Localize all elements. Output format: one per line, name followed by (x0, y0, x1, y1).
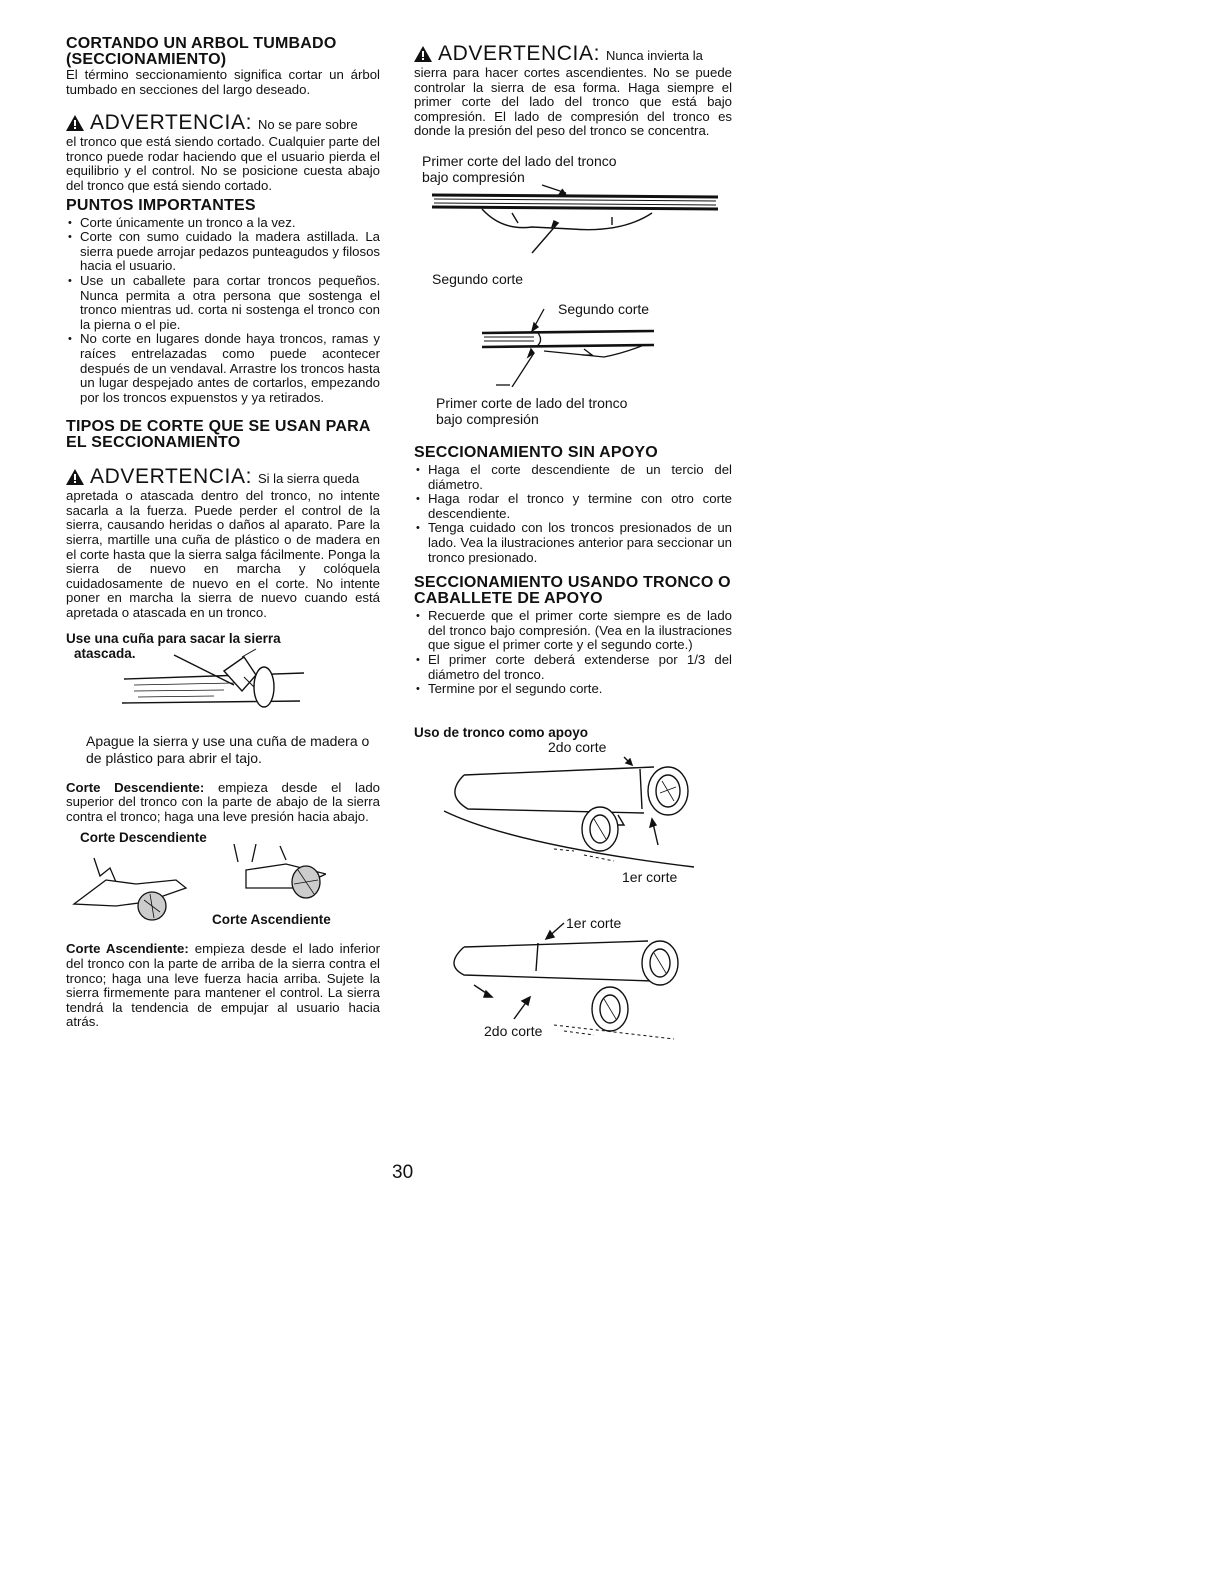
log-bottom-illustration (434, 921, 694, 1041)
fig2-illustration (474, 307, 754, 387)
warning-word: ADVERTENCIA: (90, 111, 253, 135)
warning-heading (66, 111, 380, 135)
warning-body: el tronco que está siendo cortado. Cualquier parte del tronco puede rodar haciendo que el usuario pierda el equilibrio y el control. No se posicione cuesta abajo del tronco que está siendo cortado. (66, 134, 380, 193)
right-column (414, 36, 732, 1055)
warning-heading (414, 42, 732, 66)
puntos-list (66, 216, 380, 406)
list-item: • Termine por el segundo corte. (414, 682, 732, 697)
corte-ascendiente-term: Corte Ascendiente: (66, 941, 189, 957)
fig1-illustration (422, 183, 722, 263)
cuts-illustration (66, 844, 326, 924)
section-title-sin-apoyo: SECCIONAMIENTO SIN APOYO (414, 443, 658, 461)
fig1-label-top: bajo compresión (422, 168, 525, 185)
corte-descendiente-term: Corte Descendiente: (66, 779, 205, 795)
corte-ascendiente-body: empieza desde el lado inferior del tronco con la parte de arriba de la sierra contra el tronco; haga una leve fuerza hacia arriba. Sujete la sierra firmemente para mantener el control. La sierra tendrá la tendencia de empujar al usuario hacia atrás. (66, 941, 380, 1030)
list-item: • Use un caballete para cortar troncos pequeños. Nunca permita a otra persona que sostenga el tronco mientras ud. corta ni sostenga el tronco con la pierna o el pie. (66, 274, 380, 332)
label-corte-descendiente: Corte Descendiente (80, 830, 207, 846)
warning-body: sierra para hacer cortes ascendientes. No se puede controlar la sierra de esa forma. Haga siempre el primer corte del lado del tronco que está bajo compresión. El lado de compresión del tronco es donde la presión del peso del tronco se concentra. (414, 65, 732, 139)
list-item: • Corte únicamente un tronco a la vez. (66, 216, 380, 231)
section-title-seccionamiento: CORTANDO UN ARBOL TUMBADO (SECCIONAMIENTO) (66, 35, 337, 68)
warning-heading (66, 465, 380, 489)
warning-word: ADVERTENCIA: (438, 42, 601, 65)
warning-icon (414, 46, 432, 62)
warning-icon (66, 115, 84, 131)
sin-apoyo-list (414, 463, 732, 565)
wedge-illustration (114, 647, 314, 723)
cuts-figure (66, 830, 380, 938)
log-top-label-2do: 2do corte (548, 738, 607, 755)
log-top-illustration (434, 755, 714, 877)
log-top-label-1er: 1er corte (622, 868, 678, 885)
usando-list (414, 609, 732, 697)
label-corte-ascendiente: Corte Ascendiente (212, 912, 331, 928)
fig1-label-top: Primer corte del lado del tronco (422, 152, 617, 169)
warning-body: apretada o atascada dentro del tronco, no intente sacarla a la fuerza. Puede perder el control de la sierra, causando heridas o daños al aparato. Pare la sierra, martille una cuña de plástico o de madera en el corte hasta que la sierra salga fácilmente. Ponga la sierra de nuevo en marcha y colóquela cuidadosamente de nuevo en el corte. No intente poner en marcha la sierra de nuevo cuando está apretada o atascada en un tronco. (66, 488, 380, 621)
warning-lead: No se pare sobre (258, 117, 358, 133)
log-bottom-label-2do: 2do corte (484, 1022, 543, 1039)
wedge-figure-label: atascada. (74, 645, 136, 661)
warning-lead: Nunca invierta la (606, 48, 703, 63)
list-item: • Corte con sumo cuidado la madera astillada. La sierra puede arrojar pedazos punteagudos y filosos hacia el usuario. (66, 230, 380, 274)
list-item: • Haga el corte descendiente de un tercio del diámetro. (414, 463, 732, 492)
list-item: • Haga rodar el tronco y termine con otro corte descendiente. (414, 492, 732, 521)
section-title-tipos: TIPOS DE CORTE QUE SE USAN PARA EL SECCIONAMIENTO (66, 418, 371, 452)
wedge-figure (66, 631, 380, 727)
list-item: • El primer corte deberá extenderse por 1/3 del diámetro del tronco. (414, 653, 732, 682)
list-item: • No corte en lugares donde haya troncos, ramas y raíces entrelazadas como puede acontecer después de un vendaval. Arrastre los troncos hasta un lugar despejado antes de cortarlos, empezando por los troncos expuenstos y ya retirados. (66, 332, 380, 405)
page-number: 30 (392, 1162, 414, 1183)
compression-figure-2 (414, 301, 732, 431)
log-figure-title: Uso de tronco como apoyo (414, 724, 589, 740)
log-support-figure (414, 725, 732, 1055)
compression-figure-1 (414, 153, 732, 289)
section-title-usando: SECCIONAMIENTO USANDO TRONCO O CABALLETE DE APOYO (414, 574, 731, 608)
fig1-label-bottom: Segundo corte (432, 270, 524, 287)
warning-word: ADVERTENCIA: (90, 465, 253, 489)
corte-descendiente-body: empieza desde el lado superior del tronco con la parte de abajo de la sierra contra el tronco; haga una leve presión hacia abajo. (66, 779, 380, 824)
fig2-label-bottom: bajo compresión (436, 410, 539, 427)
section-title-puntos: PUNTOS IMPORTANTES (66, 196, 256, 214)
fig2-label-top: Segundo corte (558, 300, 650, 317)
fig2-label-bottom: Primer corte de lado del tronco (436, 394, 628, 411)
corte-descendiente-paragraph (66, 781, 380, 825)
log-bottom-label-1er: 1er corte (566, 914, 622, 931)
list-item: • Recuerde que el primer corte siempre es de lado del tronco bajo compresión. (Vea en la ilustraciones que sigue el primer corte y el segundo corte.) (414, 609, 732, 653)
wedge-figure-label: Use una cuña para sacar la sierra (66, 630, 281, 646)
warning-lead: Si la sierra queda (258, 471, 360, 487)
section-body-seccionamiento: El término seccionamiento significa cortar un árbol tumbado en secciones del largo deseado. (66, 67, 380, 97)
list-item: • Tenga cuidado con los troncos presionados de un lado. Vea la ilustraciones anterior para seccionar un tronco presionado. (414, 521, 732, 565)
left-column (66, 36, 380, 1030)
wedge-caption: Apague la sierra y use una cuña de madera o de plástico para abrir el tajo. (86, 732, 370, 766)
corte-ascendiente-paragraph (66, 942, 380, 1030)
warning-icon (66, 469, 84, 485)
